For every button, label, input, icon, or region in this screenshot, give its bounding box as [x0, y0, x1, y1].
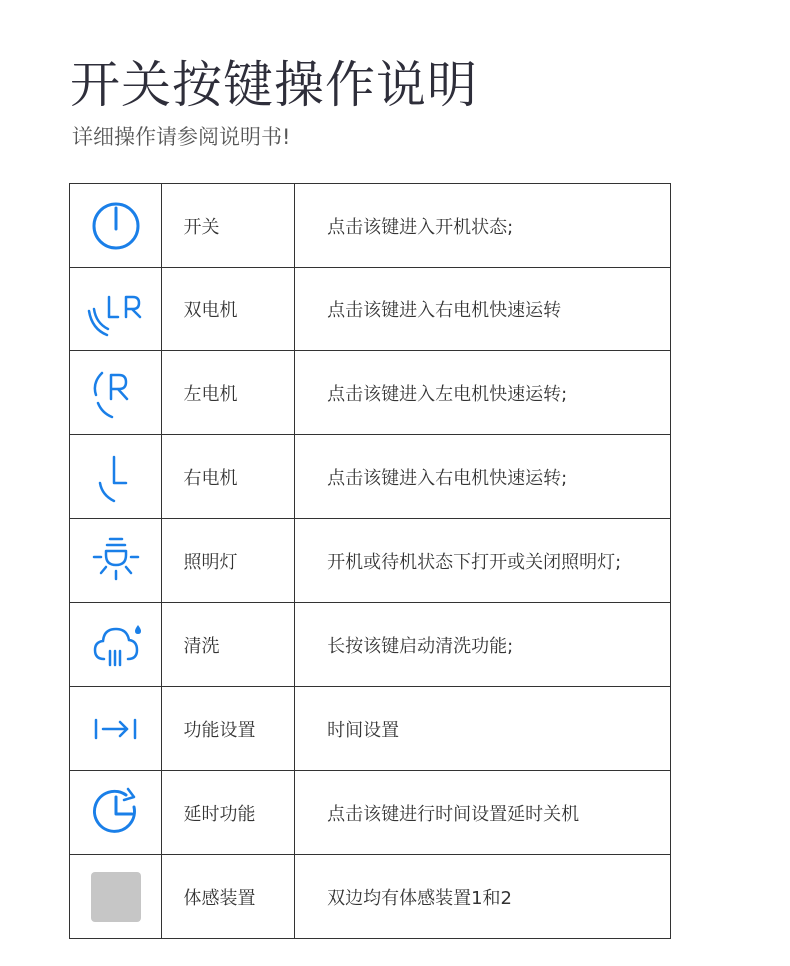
power-icon	[86, 196, 146, 256]
table-row	[70, 771, 671, 855]
row-name: 清洗	[183, 635, 220, 657]
clean-icon	[86, 615, 146, 675]
body-sensor-icon	[91, 872, 141, 922]
function-setting-icon	[86, 699, 146, 759]
table-row	[70, 855, 671, 939]
row-description: 开机或待机状态下打开或关闭照明灯;	[327, 551, 622, 573]
row-description: 点击该键进入左电机快速运转;	[327, 383, 568, 405]
row-name: 左电机	[183, 383, 238, 405]
lamp-icon	[86, 531, 146, 591]
row-name: 开关	[183, 216, 220, 238]
row-description: 长按该键启动清洗功能;	[327, 635, 514, 657]
table-row	[70, 435, 671, 519]
table-row	[70, 184, 671, 268]
row-description: 点击该键进入右电机快速运转	[327, 300, 562, 321]
table-row	[70, 603, 671, 687]
row-description: 点击该键进入开机状态;	[327, 216, 514, 238]
right-motor-icon	[86, 447, 146, 507]
row-name: 延时功能	[183, 803, 256, 825]
row-name: 体感装置	[183, 887, 256, 909]
table-row	[70, 519, 671, 603]
row-name: 双电机	[183, 300, 238, 321]
row-description: 双边均有体感装置1和2	[327, 887, 513, 909]
row-name: 照明灯	[183, 551, 238, 573]
dual-motor-icon	[86, 279, 146, 339]
key-instruction-table	[69, 183, 671, 939]
page-title: 开关按键操作说明	[70, 56, 478, 114]
table-row	[70, 351, 671, 435]
row-name: 右电机	[183, 467, 238, 489]
delay-timer-icon	[86, 783, 146, 843]
left-motor-icon	[86, 363, 146, 423]
table-row	[70, 687, 671, 771]
row-description: 点击该键进入右电机快速运转;	[327, 467, 568, 489]
row-name: 功能设置	[183, 719, 256, 741]
row-description: 时间设置	[327, 719, 400, 741]
row-description: 点击该键进行时间设置延时关机	[327, 803, 580, 825]
page-subtitle: 详细操作请参阅说明书!	[72, 125, 291, 149]
table-row	[70, 268, 671, 351]
